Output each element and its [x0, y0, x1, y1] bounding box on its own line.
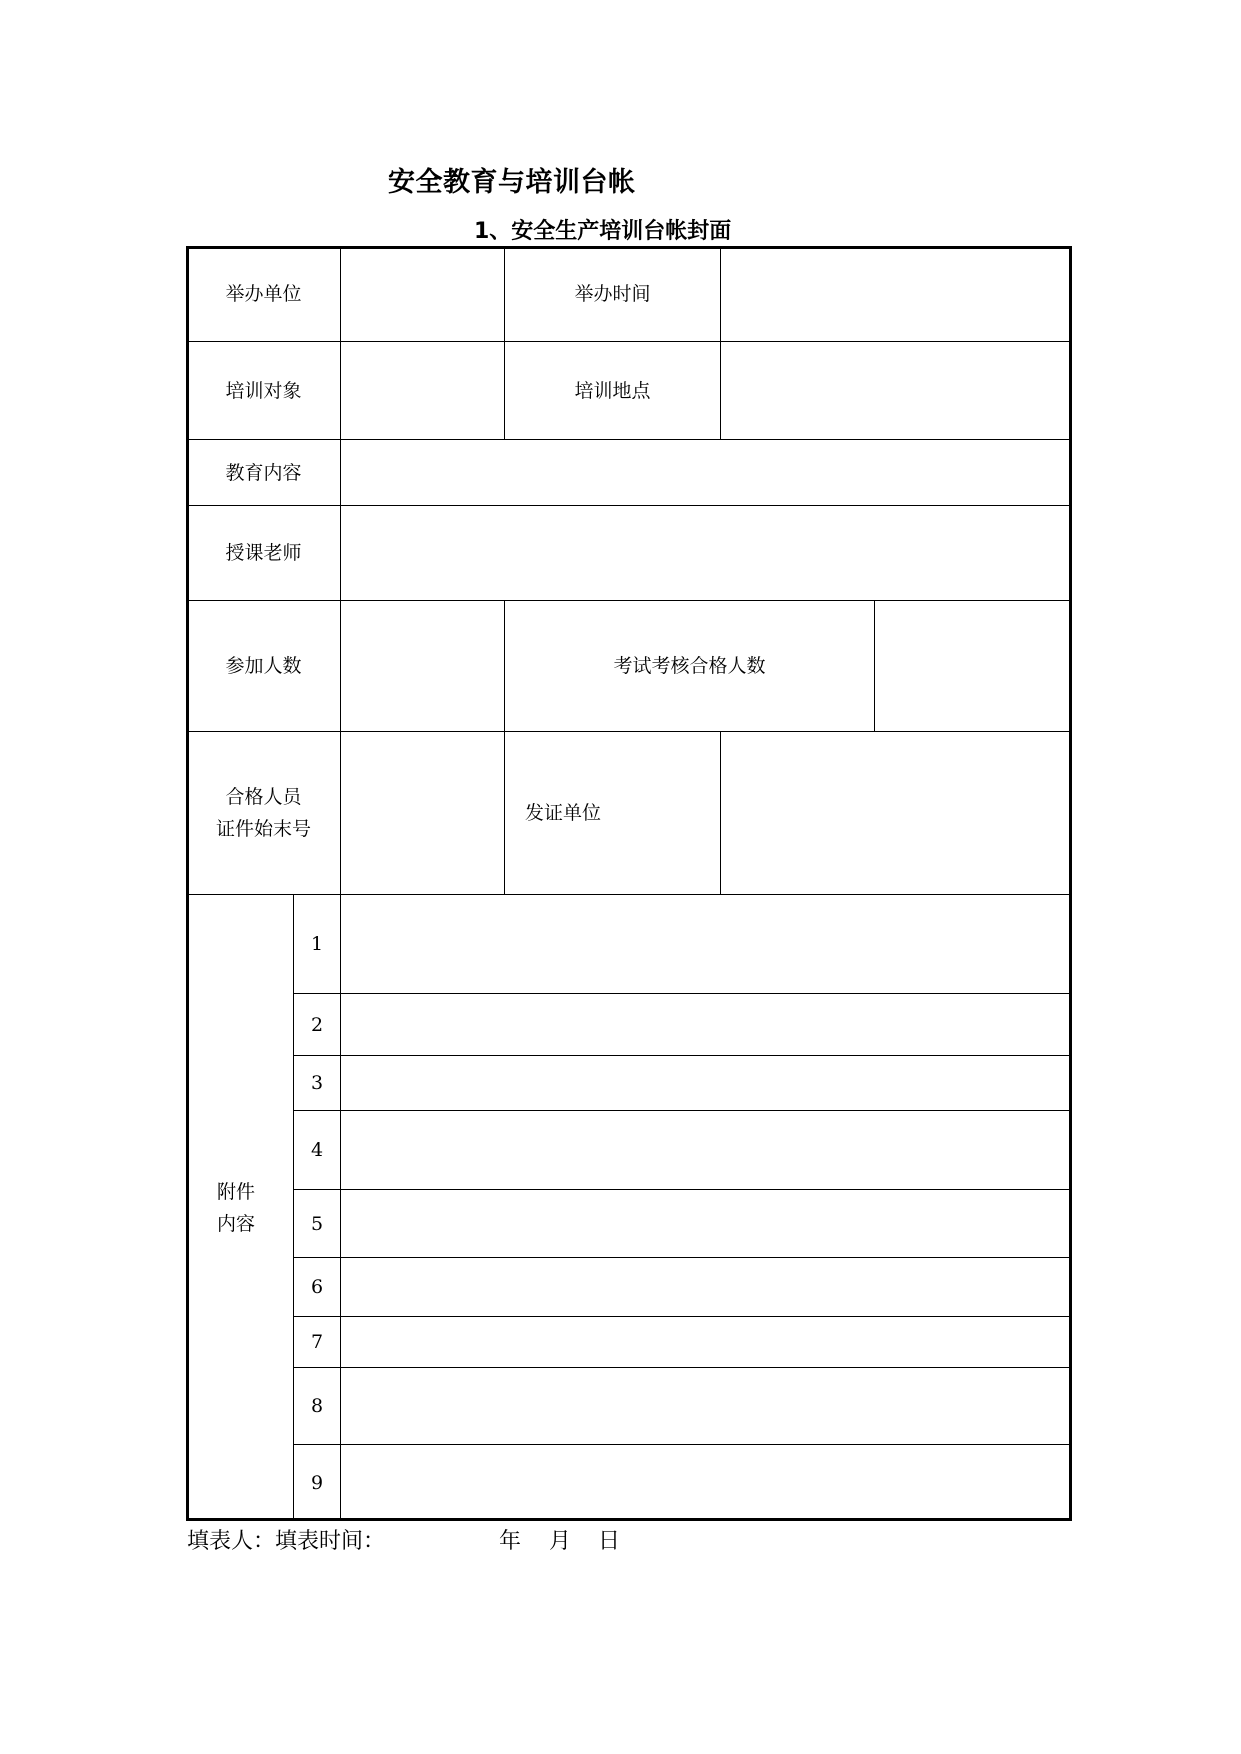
- attachment-number: 6: [293, 1257, 341, 1317]
- participants-field[interactable]: [340, 600, 505, 732]
- attachment-field[interactable]: [340, 1367, 1072, 1445]
- cert-field[interactable]: [340, 731, 505, 895]
- cert-label: [186, 731, 341, 895]
- attachments-label-line2: 内容: [216, 1212, 255, 1235]
- target-label: 培训对象: [186, 341, 341, 440]
- attachment-field[interactable]: [340, 1257, 1072, 1317]
- attachment-number: 2: [293, 993, 341, 1056]
- day-label: 日: [598, 1529, 621, 1554]
- attachment-number: 5: [293, 1189, 341, 1258]
- issuer-label: 发证单位: [504, 731, 721, 895]
- attachment-field[interactable]: [340, 1189, 1072, 1258]
- time-label: 举办时间: [504, 246, 721, 342]
- cert-label-line1: 合格人员: [225, 786, 302, 808]
- time-field[interactable]: [720, 246, 1072, 342]
- organizer-label: 举办单位: [186, 246, 341, 342]
- issuer-field[interactable]: [720, 731, 1072, 895]
- attachment-field[interactable]: [340, 1110, 1072, 1190]
- attachment-field[interactable]: [340, 894, 1072, 994]
- qualified-count-field[interactable]: [874, 600, 1072, 732]
- attachment-number: 3: [293, 1055, 341, 1111]
- attachment-field[interactable]: [340, 1055, 1072, 1111]
- document-title: 安全教育与培训台帐: [388, 167, 636, 198]
- attachment-number: 8: [293, 1367, 341, 1445]
- attachment-field[interactable]: [340, 1316, 1072, 1368]
- attachment-field[interactable]: [340, 993, 1072, 1056]
- qualified-count-label: 考试考核合格人数: [504, 600, 875, 732]
- footer: [187, 1524, 621, 1555]
- filler-label: 填表人：填表时间：: [187, 1529, 386, 1554]
- attachment-number: 1: [293, 894, 341, 994]
- attachment-number: 4: [293, 1110, 341, 1190]
- teacher-label: 授课老师: [186, 505, 341, 601]
- teacher-field[interactable]: [340, 505, 1072, 601]
- month-label: 月: [549, 1529, 572, 1554]
- attachments-label-line1: 附件: [216, 1180, 255, 1203]
- attachment-field[interactable]: [340, 1444, 1072, 1521]
- attachments-label: [186, 894, 294, 1521]
- document-subtitle: 1、安全生产培训台帐封面: [474, 219, 732, 244]
- content-label: 教育内容: [186, 439, 341, 506]
- year-label: 年: [499, 1529, 522, 1554]
- target-field[interactable]: [340, 341, 505, 440]
- content-field[interactable]: [340, 439, 1072, 506]
- attachment-number: 7: [293, 1316, 341, 1368]
- attachment-number: 9: [293, 1444, 341, 1521]
- cert-label-line2: 证件始末号: [215, 818, 311, 840]
- location-label: 培训地点: [504, 341, 721, 440]
- organizer-field[interactable]: [340, 246, 505, 342]
- participants-label: 参加人数: [186, 600, 341, 732]
- location-field[interactable]: [720, 341, 1072, 440]
